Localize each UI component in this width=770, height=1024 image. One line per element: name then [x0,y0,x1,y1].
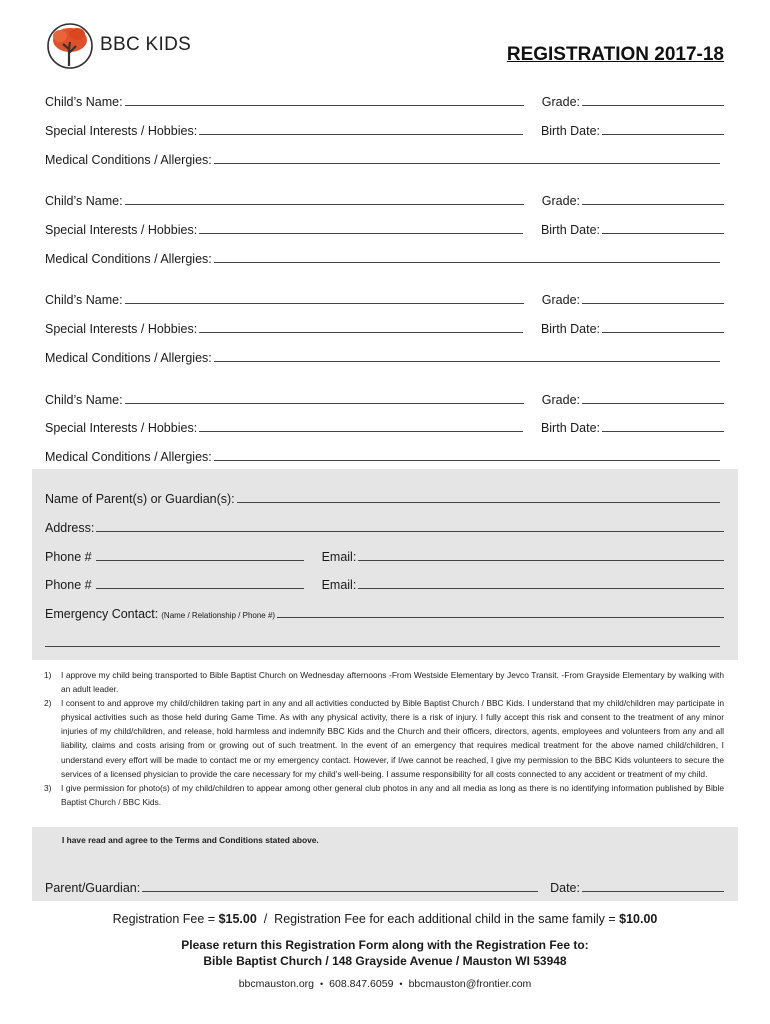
fee-amount-2: $10.00 [619,912,658,926]
child-4-interests-field[interactable] [199,431,523,432]
child-3-medical-field[interactable] [214,361,720,362]
child-2-interests-field[interactable] [199,233,523,234]
phone-label: Phone # [45,550,92,564]
signature-row [45,875,724,895]
parent-name-label: Name of Parent(s) or Guardian(s): [45,492,235,506]
phone-field-1[interactable] [96,560,304,561]
bullet-separator: • [399,979,403,989]
parent-name-field[interactable] [237,502,720,503]
child-3-name-field[interactable] [125,303,524,304]
email-label: Email: [321,578,357,592]
contact-footer [0,978,770,990]
fee-amount-1: $15.00 [218,912,257,926]
medical-label: Medical Conditions / Allergies: [45,153,212,167]
child-3-medical-row [45,345,720,365]
child-1-name-field[interactable] [125,105,524,106]
child-1-grade-field[interactable] [582,105,724,106]
term-item [44,668,724,696]
return-line-1: Please return this Registration Form along with the Registration Fee to: [181,938,589,952]
agreement-statement: I have read and agree to the Terms and Conditions stated above. [62,835,319,845]
child-2-name-row [45,188,724,208]
return-instructions [0,937,770,969]
child-1-birth-date-field[interactable] [602,134,724,135]
grade-label: Grade: [541,293,580,307]
child-1-interests-field[interactable] [199,134,523,135]
registration-fee-line [0,912,770,926]
birth-date-label: Birth Date: [540,223,600,237]
fee-text-2: Registration Fee for each additional child in the same family = [274,912,620,926]
interests-label: Special Interests / Hobbies: [45,421,198,435]
child-2-interests-row [45,217,724,237]
address-label: Address: [45,521,95,535]
birth-date-label: Birth Date: [540,322,600,336]
term-text: I give permission for photo(s) of my child/children to appear among other general club photos in any and all media as long as there is no identifying information published by Bible Baptist Church / BBC Kids. [61,782,724,807]
address-field[interactable] [96,531,724,532]
tree-logo-icon [46,22,98,70]
date-label: Date: [550,881,580,895]
medical-label: Medical Conditions / Allergies: [45,450,212,464]
child-2-birth-date-field[interactable] [602,233,724,234]
guardian-label: Parent/Guardian: [45,881,141,895]
website-link[interactable]: bbcmauston.org [238,978,315,990]
grade-label: Grade: [541,95,580,109]
medical-label: Medical Conditions / Allergies: [45,252,212,266]
bullet-separator: • [320,979,324,989]
logo-text: BBC KIDS [100,34,192,55]
child-1-medical-row [45,147,720,167]
term-item [44,696,724,781]
emergency-label: Emergency Contact: [45,607,159,621]
term-number: 1) [44,670,52,680]
grade-label: Grade: [541,194,580,208]
child-4-medical-row [45,444,720,464]
email-link[interactable]: bbcmauston@frontier.com [408,978,532,990]
child-4-medical-field[interactable] [214,460,720,461]
term-text: I consent to and approve my child/children taking part in any and all activities conducted by Bible Baptist Church / BBC Kids. I understand that my child/children may participate in physical activities such as those held during Game Time. As with any physical activity, there is a risk of injury. I fully accept this risk and consent to the treatment of any minor injuries of my child/children, and release, hold harmless and indemnify BBC Kids and the Church and their officers, directors, agents, employees and volunteers from any and all liability, claims and costs arising from or growing out of such treatment. In the event of an emergency that requires medical treatment for the above named child/children, I understand every effort will be made to contact me or my emergency contact. However, if I/we cannot be reached, I give my permission to the BBC Kids volunteers to secure the services of a licensed physician to provide the care necessary for my child’s well-being. I assume responsibility for all costs connected to any accident or treatment of my child. [61,698,724,779]
child-1-medical-field[interactable] [214,163,720,164]
phone-number: 608.847.6059 [329,978,394,990]
email-label: Email: [321,550,357,564]
child-2-name-field[interactable] [125,204,524,205]
term-number: 2) [44,698,52,709]
child-4-grade-field[interactable] [582,403,724,404]
birth-date-label: Birth Date: [540,421,600,435]
child-name-label: Child’s Name: [45,293,123,307]
term-number: 3) [44,782,52,793]
emergency-field-2[interactable] [45,646,720,647]
child-1-interests-row [45,118,724,138]
email-field-1[interactable] [358,560,724,561]
guardian-signature-field[interactable] [142,891,538,892]
grade-label: Grade: [541,393,580,407]
child-3-grade-field[interactable] [582,303,724,304]
child-1-name-row [45,89,724,109]
phone-email-row-2 [45,572,724,592]
fee-text-1: Registration Fee = [112,912,219,926]
child-3-birth-date-field[interactable] [602,332,724,333]
phone-label: Phone # [45,578,92,592]
emergency-row [45,601,724,621]
form-title: REGISTRATION 2017-18 [506,44,724,65]
return-address: Bible Baptist Church / 148 Grayside Avenue / Mauston WI 53948 [203,954,567,968]
medical-label: Medical Conditions / Allergies: [45,351,212,365]
child-4-name-field[interactable] [125,403,524,404]
child-name-label: Child’s Name: [45,393,123,407]
parent-name-row [45,486,720,506]
emergency-hint: (Name / Relationship / Phone #) [161,611,276,620]
term-item [44,781,724,809]
child-2-grade-field[interactable] [582,204,724,205]
email-field-2[interactable] [358,588,724,589]
child-3-interests-field[interactable] [199,332,523,333]
child-3-name-row [45,287,724,307]
interests-label: Special Interests / Hobbies: [45,223,198,237]
phone-field-2[interactable] [96,588,304,589]
child-name-label: Child’s Name: [45,194,123,208]
terms-list [44,668,724,809]
interests-label: Special Interests / Hobbies: [45,124,198,138]
child-3-interests-row [45,316,724,336]
address-row [45,515,724,535]
emergency-field[interactable] [277,617,724,618]
fee-separator: / [256,912,275,926]
term-text: I approve my child being transported to Bible Baptist Church on Wednesday afternoons -From Westside Elementary by Jevco Transit. -From Grayside Elementary by walking with an adult leader. [61,670,724,695]
phone-email-row-1 [45,544,724,564]
interests-label: Special Interests / Hobbies: [45,322,198,336]
child-2-medical-row [45,246,720,266]
child-4-birth-date-field[interactable] [602,431,724,432]
emergency-row-2 [45,630,720,650]
child-4-name-row [45,387,724,407]
child-4-interests-row [45,415,724,435]
child-name-label: Child’s Name: [45,95,123,109]
bbc-kids-logo [46,22,196,70]
signature-date-field[interactable] [582,891,724,892]
birth-date-label: Birth Date: [540,124,600,138]
child-2-medical-field[interactable] [214,262,720,263]
